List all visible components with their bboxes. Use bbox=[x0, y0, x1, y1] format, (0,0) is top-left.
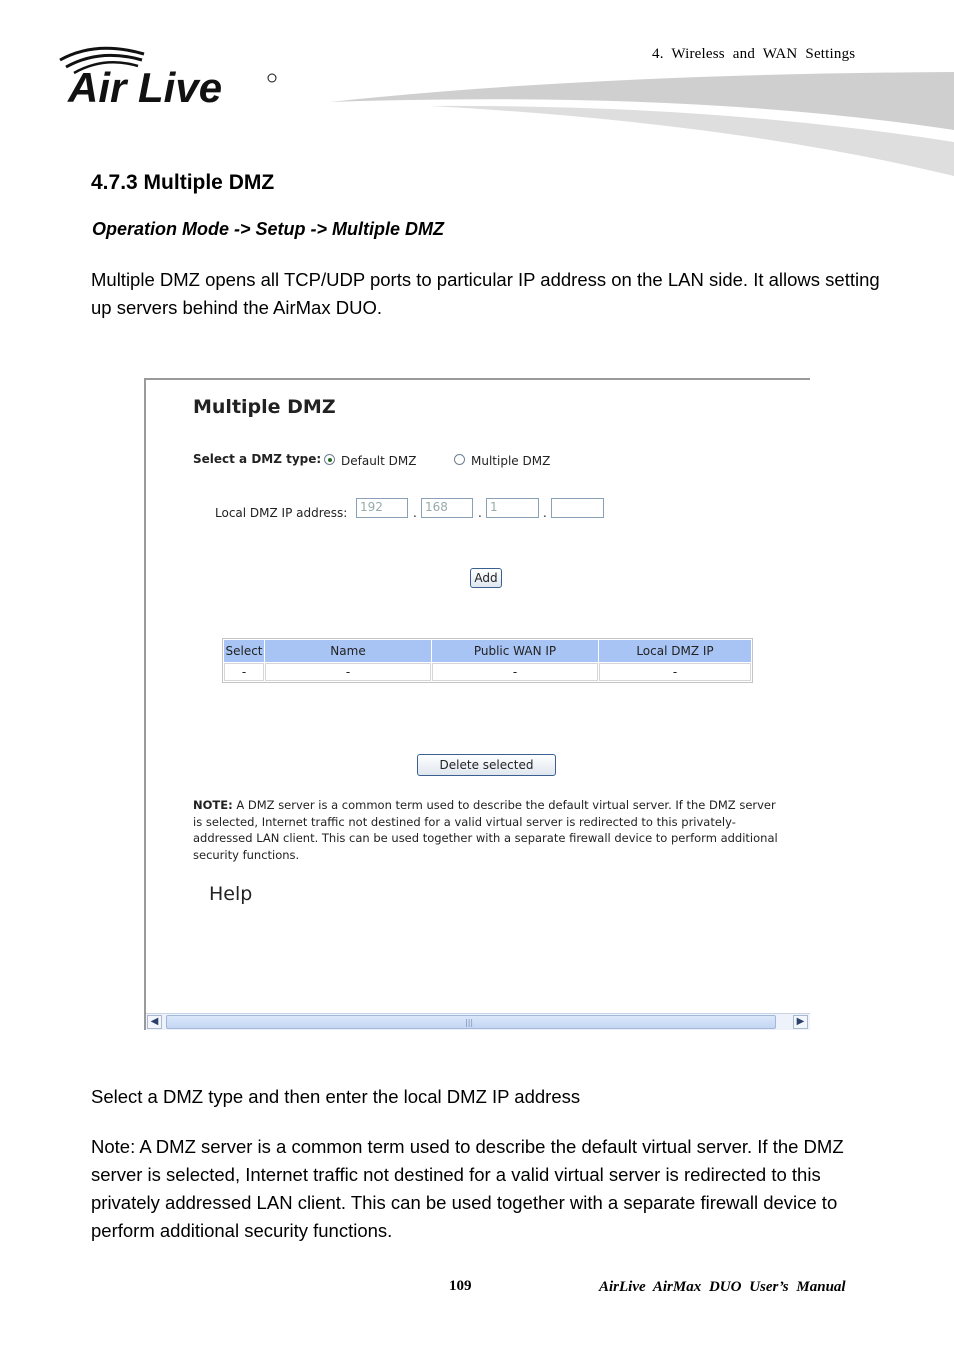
note-paragraph: Note: A DMZ server is a common term used to describe the default virtual server. If the DMZ server is selected, Internet traffic not destined for a valid virtual server is redirected to this privately addressed LAN client. This can be used together with a separate firewall device to perform additional security functions. bbox=[91, 1136, 844, 1241]
manual-title: AirLive AirMax DUO User’s Manual bbox=[599, 1279, 846, 1295]
note-label: NOTE: bbox=[193, 798, 233, 812]
page-number: 109 bbox=[449, 1278, 472, 1294]
chapter-header: 4. Wireless and WAN Settings bbox=[652, 46, 856, 62]
add-button[interactable]: Add bbox=[470, 568, 502, 588]
scrollbar-thumb[interactable] bbox=[166, 1015, 776, 1029]
delete-selected-button[interactable]: Delete selected bbox=[417, 754, 556, 776]
table-header-local-dmz-ip: Local DMZ IP bbox=[599, 640, 751, 662]
svg-text:Air Live: Air Live bbox=[68, 64, 223, 111]
radio-multiple-dmz[interactable] bbox=[454, 454, 465, 465]
help-link[interactable]: Help bbox=[209, 883, 253, 905]
scroll-right-arrow-icon[interactable]: ▶ bbox=[793, 1015, 808, 1029]
scroll-left-arrow-icon[interactable]: ◀ bbox=[147, 1015, 162, 1029]
ip-separator: . bbox=[478, 506, 482, 520]
ip-separator: . bbox=[413, 506, 417, 520]
scrollbar-grip-icon: ||| bbox=[465, 1018, 474, 1027]
ip-octet-1-input[interactable]: 192 bbox=[356, 498, 408, 518]
table-cell: - bbox=[599, 663, 751, 681]
dmz-type-label: Select a DMZ type: bbox=[193, 452, 322, 466]
navigation-path: Operation Mode -> Setup -> Multiple DMZ bbox=[92, 219, 445, 239]
table-cell: - bbox=[432, 663, 598, 681]
intro-paragraph: Multiple DMZ opens all TCP/UDP ports to particular IP address on the LAN side. It allows setting up servers behind the AirMax DUO. bbox=[91, 269, 880, 318]
table-header-public-wan-ip: Public WAN IP bbox=[432, 640, 598, 662]
radio-multiple-dmz-label: Multiple DMZ bbox=[471, 454, 551, 468]
table-header-select: Select bbox=[224, 640, 264, 662]
table-header-name: Name bbox=[265, 640, 431, 662]
table-cell: - bbox=[265, 663, 431, 681]
screenshot-note bbox=[193, 797, 783, 863]
ip-octet-3-input[interactable]: 1 bbox=[486, 498, 539, 518]
instruction-paragraph: Select a DMZ type and then enter the local DMZ IP address bbox=[91, 1086, 581, 1107]
header-swoosh bbox=[330, 68, 954, 180]
airlive-logo bbox=[56, 42, 286, 112]
radio-default-dmz-label: Default DMZ bbox=[341, 454, 417, 468]
table-cell: - bbox=[224, 663, 264, 681]
screenshot-title: Multiple DMZ bbox=[193, 396, 336, 418]
section-title: 4.7.3 Multiple DMZ bbox=[91, 171, 275, 194]
ip-separator: . bbox=[543, 506, 547, 520]
ip-octet-2-input[interactable]: 168 bbox=[421, 498, 473, 518]
horizontal-scrollbar[interactable] bbox=[146, 1013, 810, 1030]
table-row bbox=[224, 663, 751, 681]
radio-default-dmz[interactable] bbox=[324, 454, 335, 465]
dmz-screenshot bbox=[144, 378, 810, 1030]
dmz-table bbox=[222, 638, 753, 683]
ip-octet-4-input[interactable] bbox=[551, 498, 604, 518]
note-text: A DMZ server is a common term used to describe the default virtual server. If the DMZ server is selected, Internet traffic not destined for a valid virtual server is redirected to this privately-addressed LAN client. This can be used together with a separate firewall device to perform additional security functions. bbox=[193, 798, 778, 862]
local-dmz-ip-label: Local DMZ IP address: bbox=[215, 506, 348, 520]
